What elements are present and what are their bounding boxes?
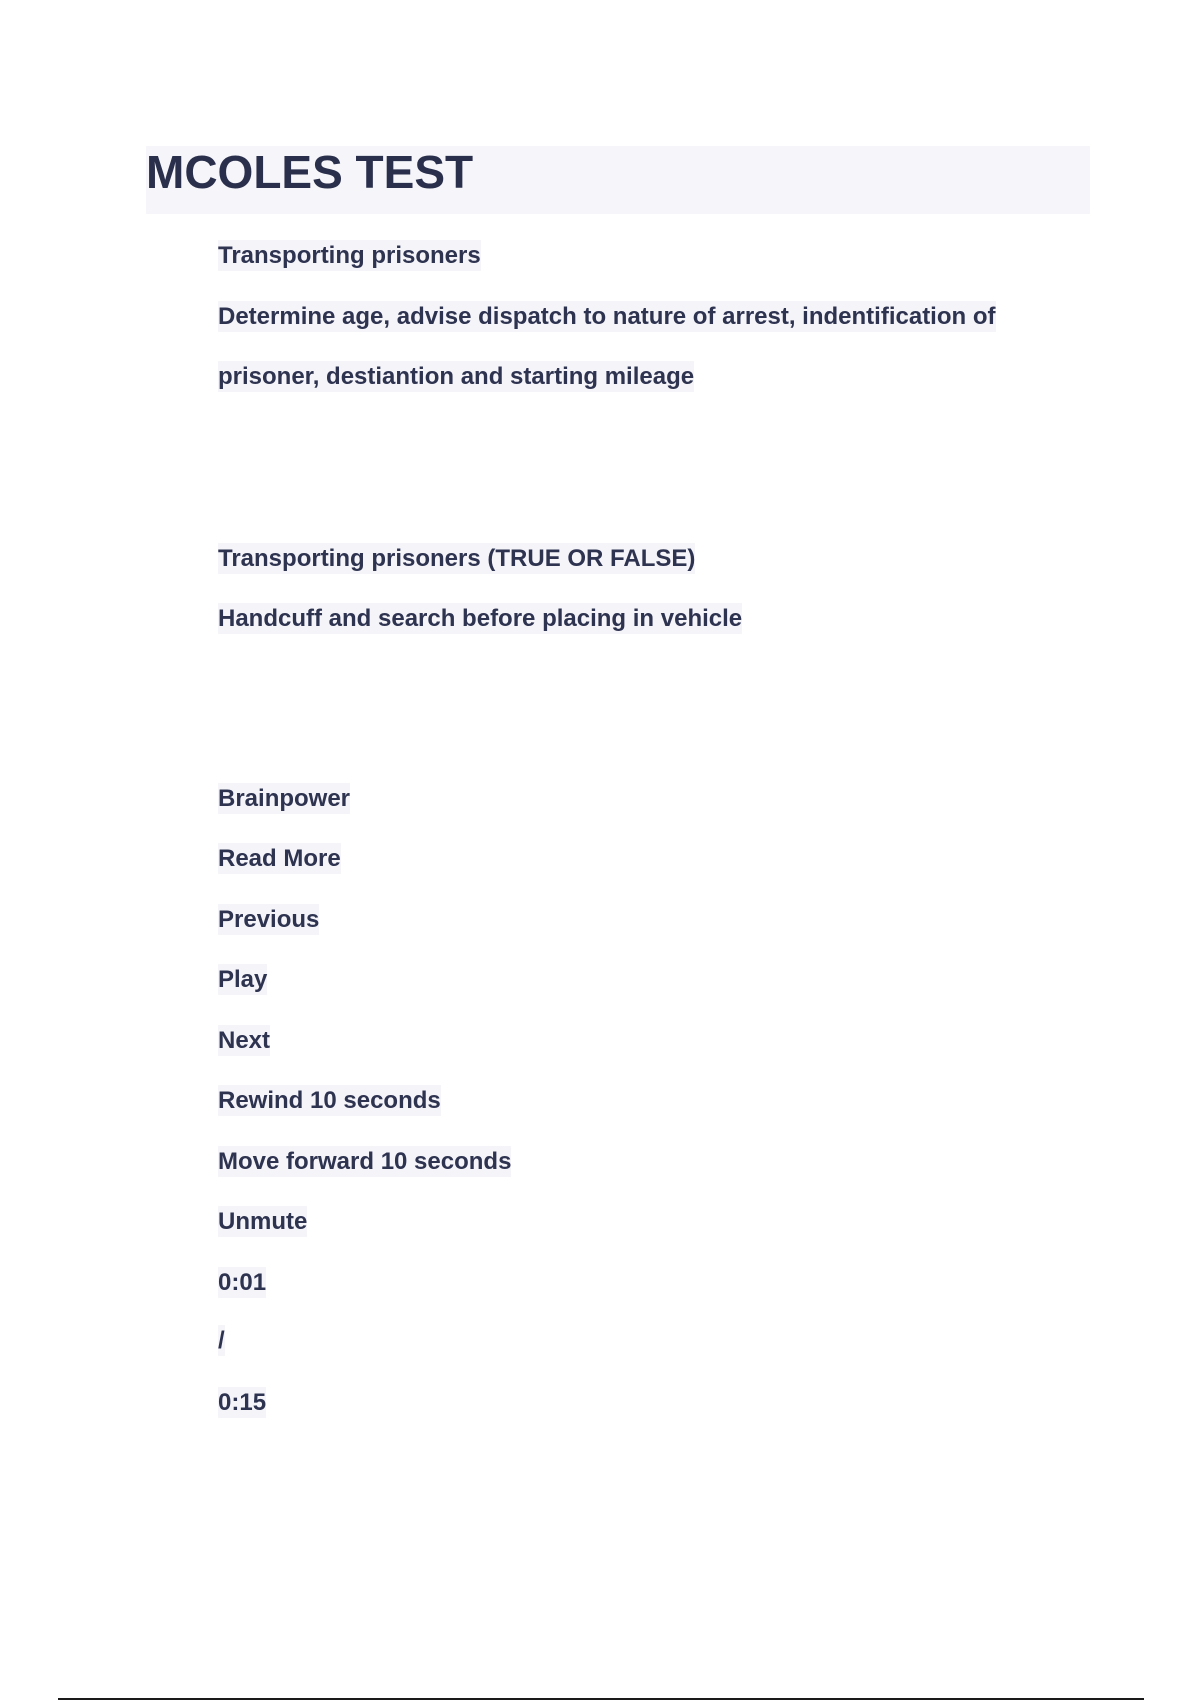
current-time-text: 0:01 <box>218 1269 267 1296</box>
card-2-term-text: Transporting prisoners (TRUE OR FALSE) <box>218 545 696 572</box>
read-more-text: Read More <box>218 845 341 872</box>
player-brand-text: Brainpower <box>218 785 351 812</box>
duration <box>218 1388 266 1418</box>
previous-button[interactable] <box>218 905 319 935</box>
time-separator <box>218 1326 225 1356</box>
card-1-definition-line-2 <box>218 362 694 392</box>
page-title: MCOLES TEST <box>146 146 474 198</box>
card-2-definition-text-1: Handcuff and search before placing in vehicle <box>218 605 743 632</box>
next-button[interactable] <box>218 1026 270 1056</box>
read-more-link[interactable] <box>218 844 341 874</box>
card-1-definition-line-1 <box>218 302 996 332</box>
unmute-text: Unmute <box>218 1208 308 1235</box>
time-separator-text: / <box>218 1327 225 1354</box>
next-text: Next <box>218 1027 271 1054</box>
current-time <box>218 1268 266 1298</box>
card-1-term <box>218 241 481 271</box>
unmute-button[interactable] <box>218 1207 307 1237</box>
play-text: Play <box>218 966 268 993</box>
play-button[interactable] <box>218 965 267 995</box>
player-brand <box>218 784 350 814</box>
rewind-text: Rewind 10 seconds <box>218 1087 441 1114</box>
card-1-definition-text-2: prisoner, destiantion and starting mileage <box>218 363 695 390</box>
forward-button[interactable] <box>218 1147 511 1177</box>
rewind-button[interactable] <box>218 1086 441 1116</box>
card-2-term <box>218 544 695 574</box>
card-1-term-text: Transporting prisoners <box>218 242 481 269</box>
duration-text: 0:15 <box>218 1389 267 1416</box>
previous-text: Previous <box>218 906 320 933</box>
card-1-definition-text-1: Determine age, advise dispatch to nature of arrest, indentification of <box>218 303 996 330</box>
card-2-definition-line-1 <box>218 604 742 634</box>
forward-text: Move forward 10 seconds <box>218 1148 512 1175</box>
